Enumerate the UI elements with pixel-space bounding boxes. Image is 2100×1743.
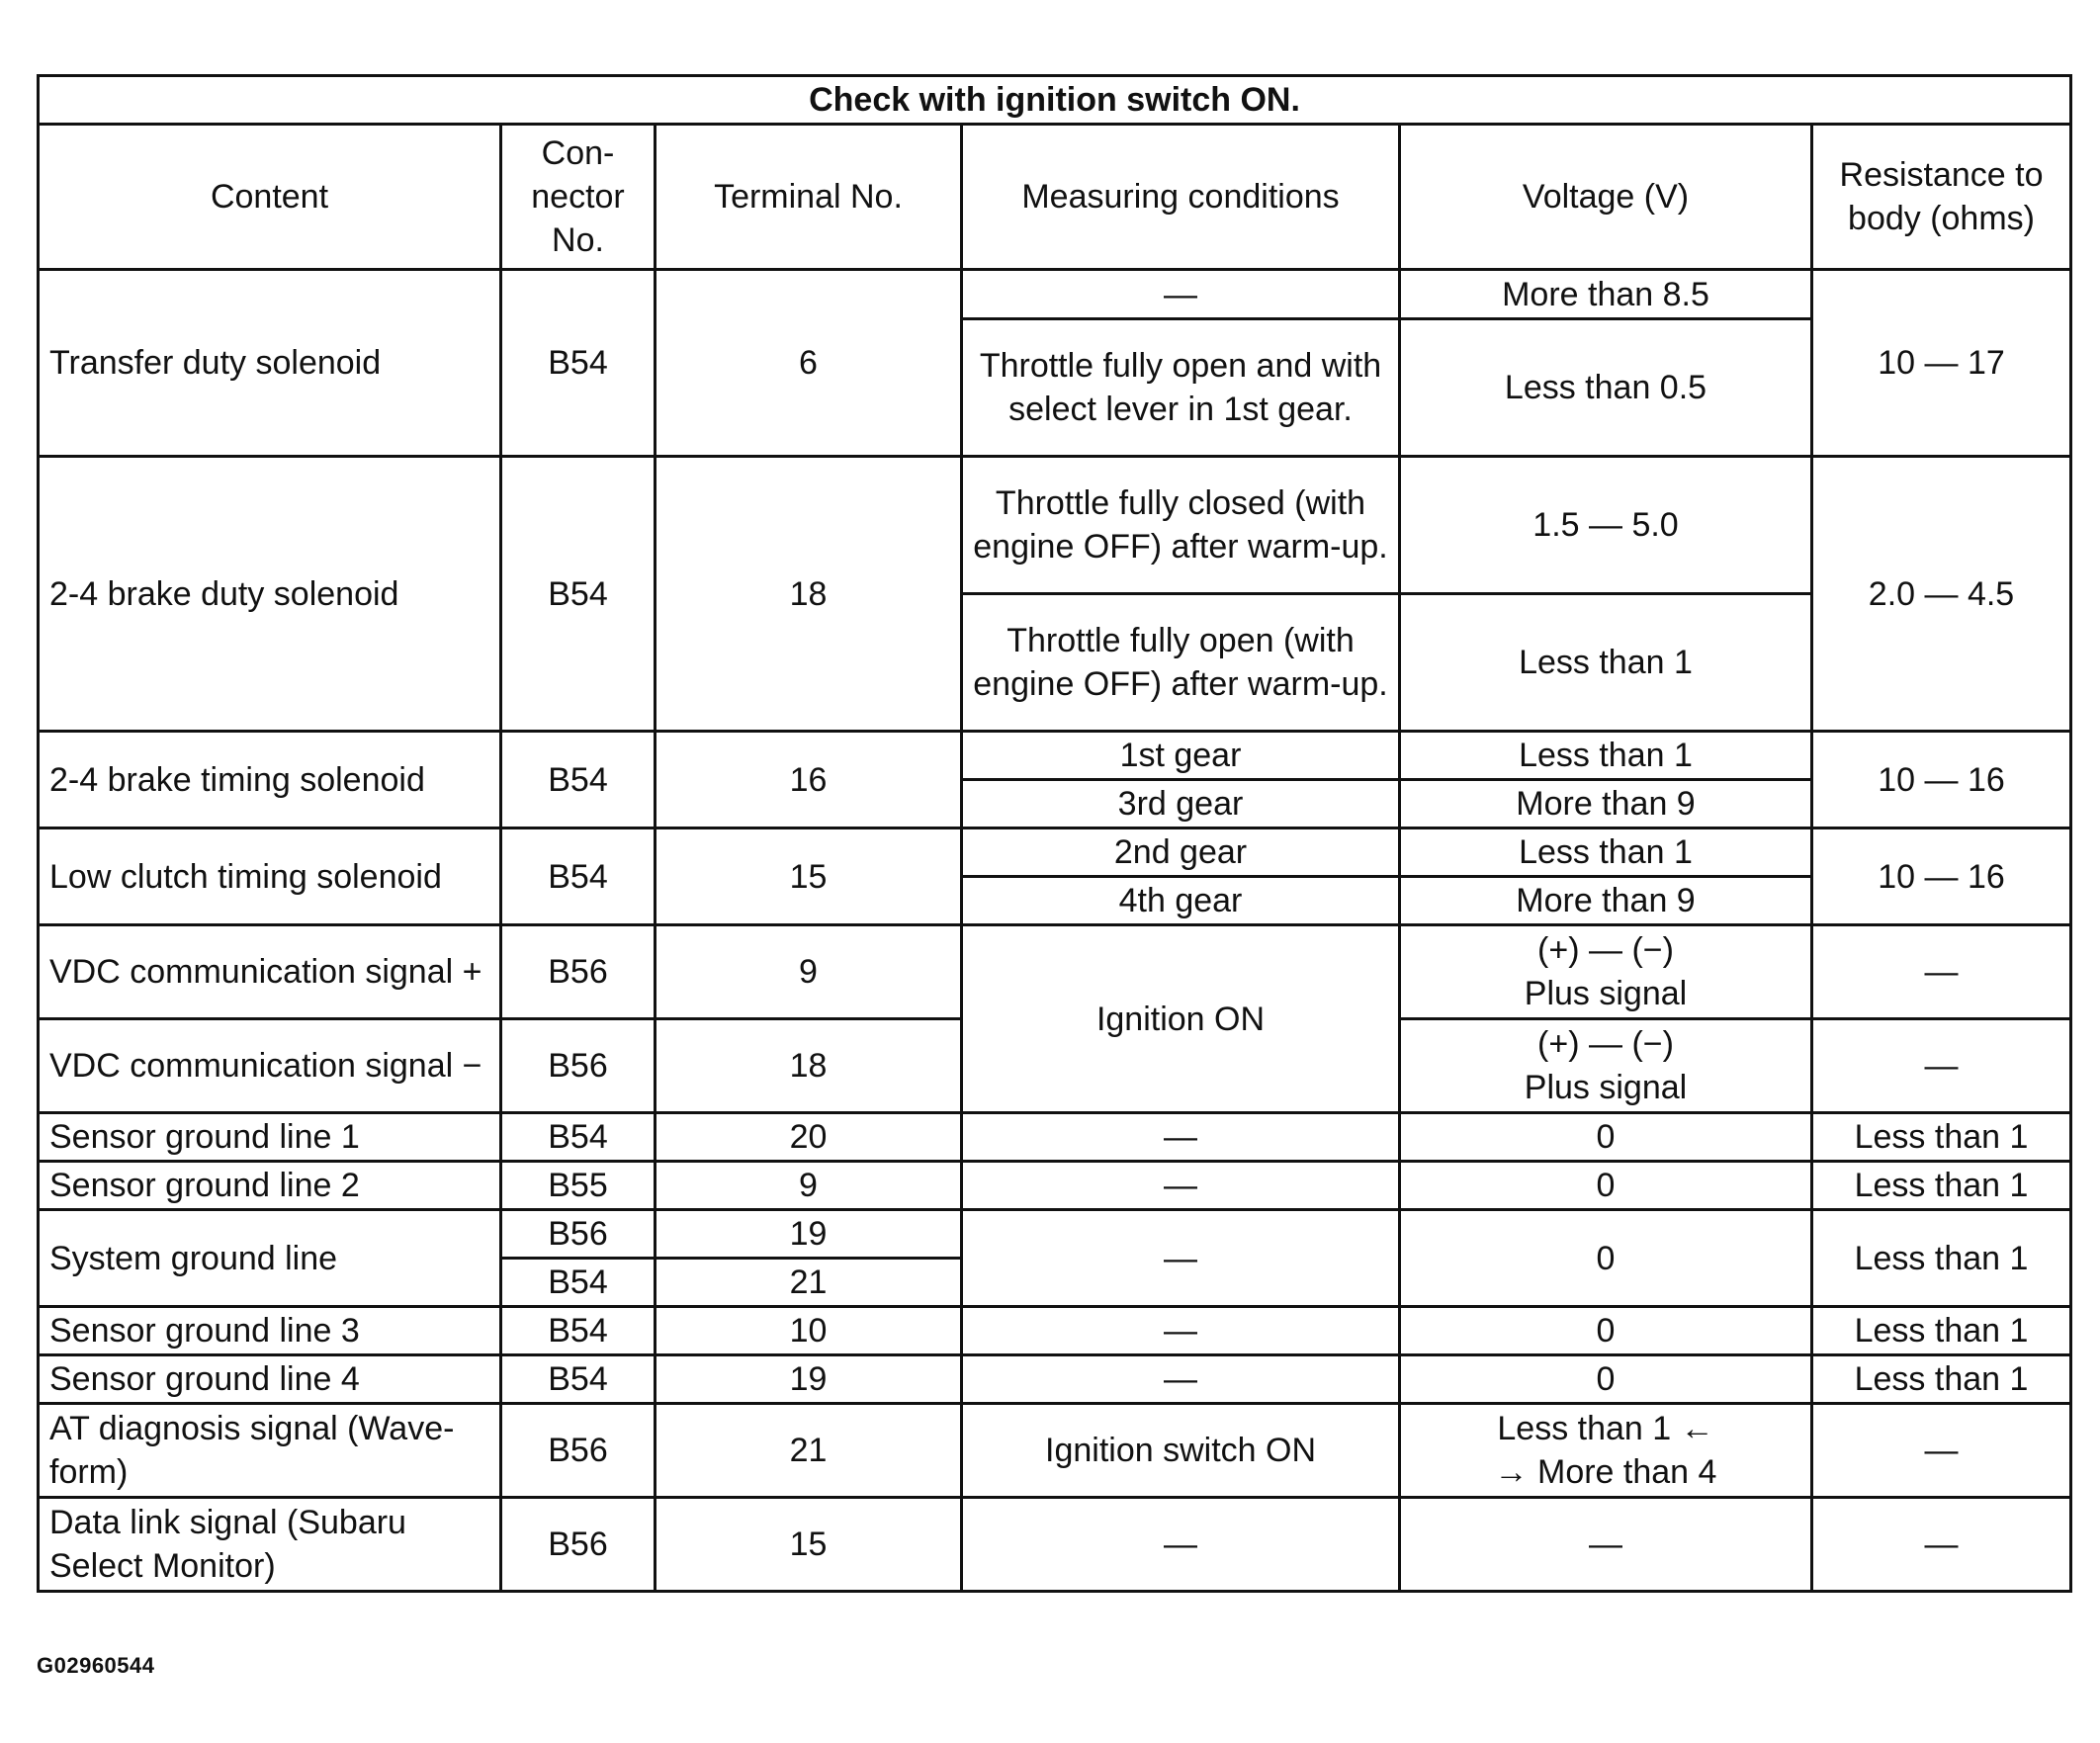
header-voltage: Voltage (V) [1400,125,1812,270]
row-resistance: — [1812,1404,2071,1498]
row-resistance: — [1812,1498,2071,1592]
row-voltage: Less than 1 [1400,732,1812,780]
row-voltage: 0 [1400,1355,1812,1404]
row-connector: B54 [501,270,656,457]
row-condition: Throttle fully open (with engine OFF) after warm-up. [962,594,1400,732]
row-terminal: 10 [656,1307,962,1355]
table-row [39,270,2071,319]
row-voltage: 0 [1400,1307,1812,1355]
table-row [39,1498,2071,1592]
row-content: System ground line [39,1210,501,1307]
row-content: VDC communication signal + [39,925,501,1019]
row-connector: B56 [501,1404,656,1498]
row-connector: B54 [501,828,656,925]
table-row [39,828,2071,877]
row-terminal: 15 [656,1498,962,1592]
row-terminal: 19 [656,1355,962,1404]
figure-id: G02960544 [37,1653,155,1678]
row-condition: — [962,1162,1400,1210]
row-content: Data link signal (Subaru Select Monitor) [39,1498,501,1592]
row-resistance: 2.0 — 4.5 [1812,457,2071,732]
row-terminal: 9 [656,1162,962,1210]
table-row [39,732,2071,780]
row-resistance: Less than 1 [1812,1210,2071,1307]
row-terminal: 18 [656,457,962,732]
row-connector: B54 [501,457,656,732]
row-terminal: 21 [656,1259,962,1307]
row-voltage: Less than 1 [1400,594,1812,732]
row-condition: — [962,1498,1400,1592]
row-terminal: 16 [656,732,962,828]
row-connector: B54 [501,1113,656,1162]
row-connector: B54 [501,732,656,828]
row-condition: 4th gear [962,877,1400,925]
header-terminal: Terminal No. [656,125,962,270]
row-terminal: 19 [656,1210,962,1259]
header-resistance: Resistance to body (ohms) [1812,125,2071,270]
row-content: 2-4 brake timing solenoid [39,732,501,828]
row-content: Low clutch timing solenoid [39,828,501,925]
row-content: Transfer duty solenoid [39,270,501,457]
row-content: Sensor ground line 3 [39,1307,501,1355]
row-resistance: — [1812,1019,2071,1113]
row-content: 2-4 brake duty solenoid [39,457,501,732]
table-row [39,1113,2071,1162]
row-terminal: 9 [656,925,962,1019]
row-voltage: Less than 1 [1400,828,1812,877]
table-row [39,1307,2071,1355]
row-connector: B56 [501,1498,656,1592]
row-resistance: Less than 1 [1812,1307,2071,1355]
row-condition: Ignition ON [962,925,1400,1113]
table-row [39,1355,2071,1404]
row-condition: 1st gear [962,732,1400,780]
row-condition: 3rd gear [962,780,1400,828]
table-row [39,1404,2071,1498]
table-title: Check with ignition switch ON. [39,76,2071,125]
row-voltage: — [1400,1498,1812,1592]
row-voltage: More than 9 [1400,780,1812,828]
row-resistance: Less than 1 [1812,1355,2071,1404]
row-content: VDC communication signal − [39,1019,501,1113]
row-resistance: Less than 1 [1812,1162,2071,1210]
specification-table-sheet [37,74,2069,1593]
row-terminal: 18 [656,1019,962,1113]
row-connector: B55 [501,1162,656,1210]
row-resistance: 10 — 16 [1812,732,2071,828]
table-row [39,925,2071,1019]
table-row [39,457,2071,594]
row-connector: B56 [501,1019,656,1113]
row-voltage: 0 [1400,1210,1812,1307]
row-condition: Throttle fully open and with select lever in 1st gear. [962,319,1400,457]
row-content: Sensor ground line 4 [39,1355,501,1404]
row-connector: B54 [501,1259,656,1307]
row-condition: 2nd gear [962,828,1400,877]
row-voltage: Less than 0.5 [1400,319,1812,457]
table-row [39,1210,2071,1259]
row-resistance: 10 — 16 [1812,828,2071,925]
row-voltage: 0 [1400,1162,1812,1210]
row-resistance: Less than 1 [1812,1113,2071,1162]
row-connector: B56 [501,925,656,1019]
header-conditions: Measuring conditions [962,125,1400,270]
row-resistance: — [1812,925,2071,1019]
row-condition: — [962,1355,1400,1404]
row-voltage: More than 9 [1400,877,1812,925]
row-content: AT diagnosis signal (Wave-form) [39,1404,501,1498]
row-condition: — [962,1307,1400,1355]
header-content: Content [39,125,501,270]
row-condition: — [962,1210,1400,1307]
row-content: Sensor ground line 2 [39,1162,501,1210]
row-connector: B56 [501,1210,656,1259]
table-row [39,1162,2071,1210]
check-table [37,74,2072,1593]
row-terminal: 15 [656,828,962,925]
row-voltage: (+) — (−) Plus signal [1400,1019,1812,1113]
row-voltage: (+) — (−) Plus signal [1400,925,1812,1019]
header-row [39,125,2071,270]
row-content: Sensor ground line 1 [39,1113,501,1162]
row-terminal: 20 [656,1113,962,1162]
row-voltage: 0 [1400,1113,1812,1162]
row-voltage: Less than 1 ← → More than 4 [1400,1404,1812,1498]
row-condition: — [962,1113,1400,1162]
row-condition: Ignition switch ON [962,1404,1400,1498]
row-connector: B54 [501,1307,656,1355]
row-resistance: 10 — 17 [1812,270,2071,457]
row-connector: B54 [501,1355,656,1404]
row-terminal: 21 [656,1404,962,1498]
row-condition: — [962,270,1400,319]
row-voltage: 1.5 — 5.0 [1400,457,1812,594]
row-terminal: 6 [656,270,962,457]
header-connector: Con- nector No. [501,125,656,270]
row-condition: Throttle fully closed (with engine OFF) after warm-up. [962,457,1400,594]
row-voltage: More than 8.5 [1400,270,1812,319]
